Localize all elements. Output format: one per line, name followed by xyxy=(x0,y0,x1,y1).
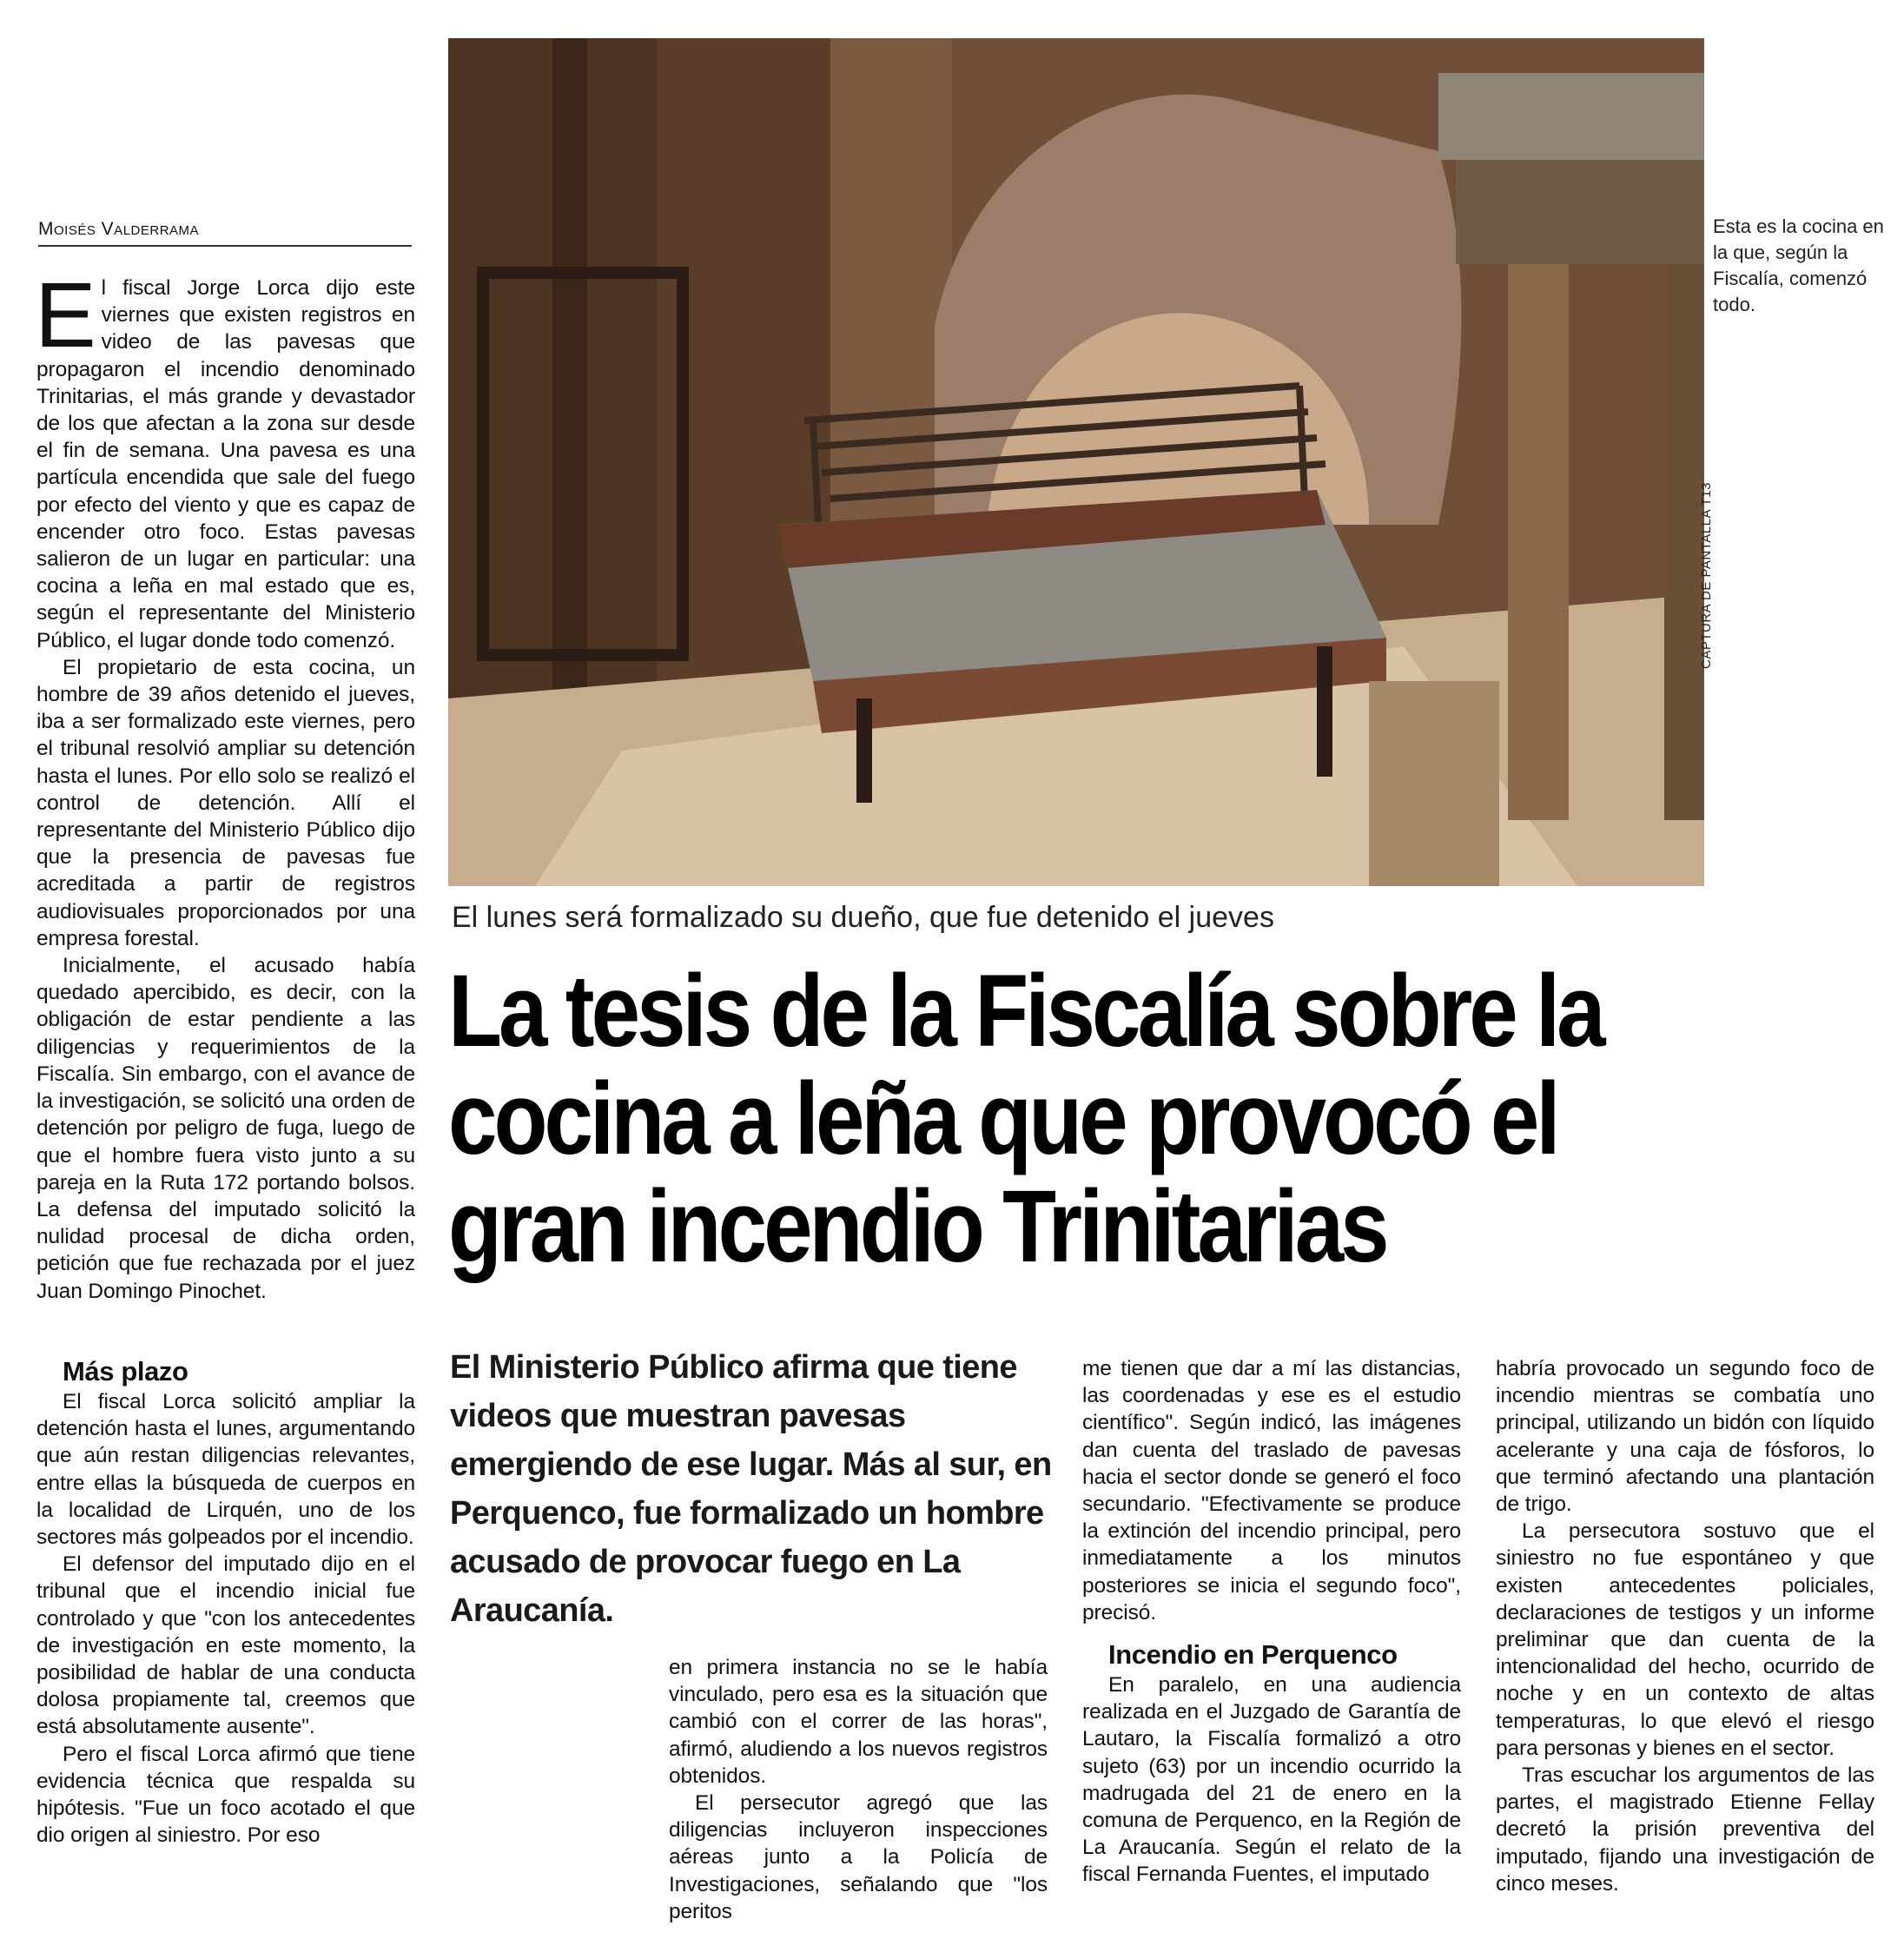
subheading-incendio-en-perquenco: Incendio en Perquenco xyxy=(1108,1639,1398,1671)
paragraph-5: El defensor del imputado dijo en el tribunal que el incendio inicial fue controlado y que "con los antecedentes de investigación en este momento, la posibilidad de hablar de una conducta dolosa propiamente tal, creemos que está absolutamente ausente". xyxy=(36,1552,415,1739)
paragraph-1-text: l fiscal Jorge Lorca dijo este viernes que existen registros en video de las pavesas que propagaron el incendio denominado Trinitarias, el más grande y devastador de los que afectan a la zona sur desde el fin de semana. Una pavesa es una partícula encendida que sale del fuego por efecto del viento y que es capaz de encender otro foco. Estas pavesas salieron de un lugar en particular: una cocina a leña en mal estado que es, según el representante del Ministerio Público, el lugar donde todo comenzó. xyxy=(36,276,415,652)
drop-cap: E xyxy=(35,264,96,367)
headline-line-2: cocina a leña que provocó el xyxy=(448,1062,1557,1176)
article-column-3 xyxy=(1082,1355,1461,1889)
photo-credit: CAPTURA DE PANTALLA T13 xyxy=(1699,482,1714,669)
subheading-mas-plazo: Más plazo xyxy=(63,1356,188,1386)
headline-line-1: La tesis de la Fiscalía sobre la xyxy=(448,954,1603,1069)
fireplace-illustration xyxy=(448,38,1704,886)
paragraph-7: El persecutor agregó que las diligencias incluyeron inspecciones aéreas junto a la Policía de Investigaciones, señalando que "los peritos xyxy=(669,1791,1048,1923)
lede: El Ministerio Público afirma que tiene videos que muestran pavesas emergiendo de ese lugar. Más al sur, en Perquenco, fue formalizado un hombre acusado de provocar fuego en La Araucanía. xyxy=(450,1349,1052,1629)
article-column-1 xyxy=(35,264,415,1305)
article-photo xyxy=(448,38,1704,886)
article-column-4 xyxy=(1496,1355,1874,1897)
kicker: El lunes será formalizado su dueño, que fue detenido el jueves xyxy=(452,901,1274,934)
photo-caption: Esta es la cocina en la que, según la Fiscalía, comenzó todo. xyxy=(1713,215,1884,315)
byline: Moisés Valderrama xyxy=(38,219,412,247)
paragraph-6-continued: en primera instancia no se le había vinculado, pero esa es la situación que cambió con el correr de las horas", afirmó, aludiendo a los nuevos registros obtenidos. xyxy=(669,1656,1048,1788)
paragraph-8-continued: habría provocado un segundo foco de incendio mientras se combatía uno principal, utilizando un bidón con líquido acelerante y una caja de fósforos, lo que terminó afectando una plantación de trigo. xyxy=(1496,1357,1874,1517)
paragraph-4: El fiscal Lorca solicitó ampliar la detención hasta el lunes, argumentando que aún restan diligencias relevantes, entre ellas la búsqueda de cuerpos en la localidad de Lirquén, uno de los sectores más golpeados por el incendio. xyxy=(36,1390,415,1550)
paragraph-3: Inicialmente, el acusado había quedado apercibido, es decir, con la obligación de estar pendiente a las diligencias y requerimientos de la Fiscalía. Sin embargo, con el avance de la investigación, se solicitó una orden de detención por peligro de fuga, luego de que el hombre fuera visto junto a su pareja en la Ruta 172 portando bolsos. La defensa del imputado solicitó la nulidad procesal de dicha orden, petición que fue rechazada por el juez Juan Domingo Pinochet. xyxy=(36,954,415,1303)
paragraph-1 xyxy=(35,264,415,654)
paragraph-6: Pero el fiscal Lorca afirmó que tiene evidencia técnica que respalda su hipótesis. "Fue un foco acotado el que dio origen al siniestro. Por eso xyxy=(36,1742,415,1848)
article-column-2 xyxy=(669,1654,1048,1925)
paragraph-2: El propietario de esta cocina, un hombre de 39 años detenido el jueves, iba a ser formalizado este viernes, pero el tribunal resolvió ampliar su detención hasta el lunes. Por ello solo se realizó el control de detención. Allí el representante del Ministerio Público dijo que la presencia de pavesas fue acreditada a partir de registros audiovisuales proporcionados por una empresa forestal. xyxy=(36,655,415,950)
article-column-1-lower xyxy=(36,1355,415,1849)
paragraph-10: Tras escuchar los argumentos de las partes, el magistrado Etienne Fellay decretó la prisión preventiva del imputado, fijando una investigación de cinco meses. xyxy=(1496,1764,1874,1896)
headline-line-3: gran incendio Trinitarias xyxy=(448,1169,1386,1284)
paragraph-8: En paralelo, en una audiencia realizada en el Juzgado de Garantía de Lautaro, la Fiscalía formalizó a otro sujeto (63) por un incendio ocurrido la madrugada del 21 de enero en la comuna de Perquenco, en la Región de La Araucanía. Según el relato de la fiscal Fernanda Fuentes, el imputado xyxy=(1082,1673,1461,1887)
headline xyxy=(448,954,1689,1284)
paragraph-7-continued: me tienen que dar a mí las distancias, las coordenadas y ese es el estudio científico". Según indicó, las imágenes dan cuenta del traslado de pavesas hacia el sector donde se generó el foco secundario. "Efectivamente se produce la extinción del incendio principal, pero inmediatamente a los minutos posteriores se inicia el segundo foco", precisó. xyxy=(1082,1357,1461,1625)
paragraph-9: La persecutora sostuvo que el siniestro no fue espontáneo y que existen antecedentes policiales, declaraciones de testigos y un informe preliminar que dan cuenta de la intencionalidad del hecho, ocurrido de noche y en un contexto de altas temperaturas, lo que elevó el riesgo para personas y bienes en el sector. xyxy=(1496,1519,1874,1760)
